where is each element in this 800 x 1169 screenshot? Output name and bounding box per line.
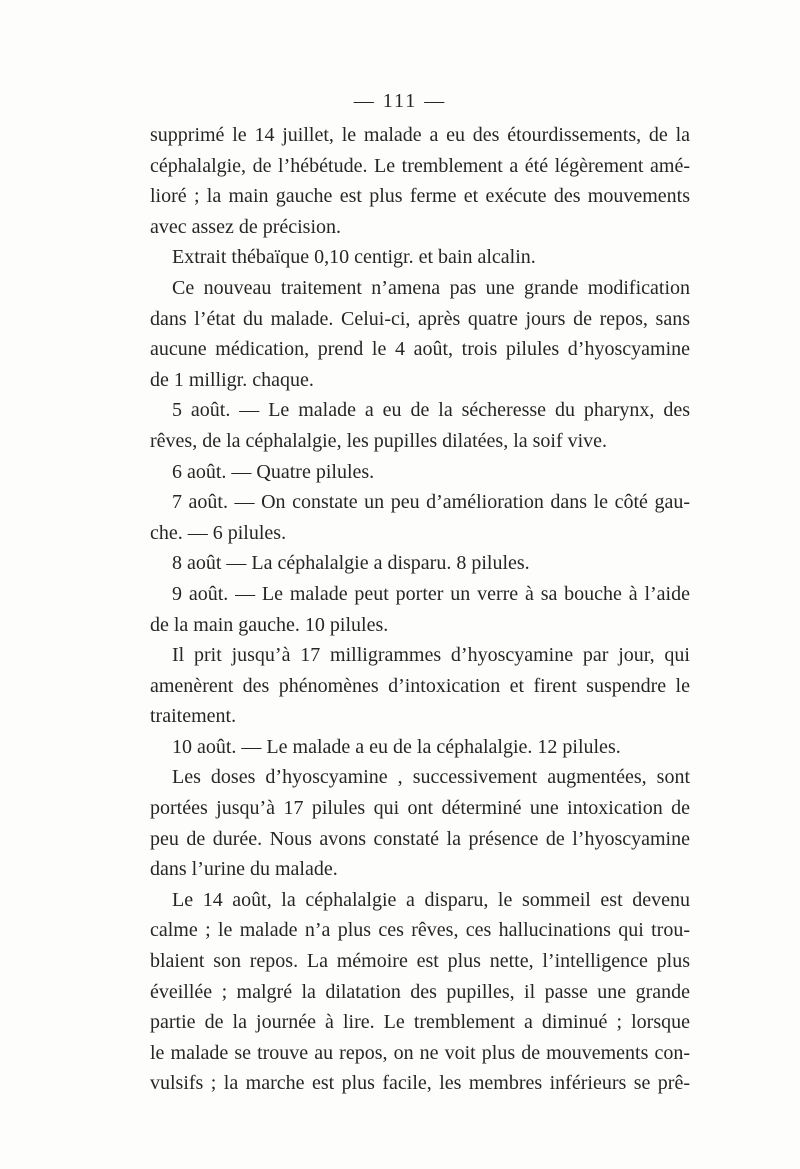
- text-line: che. — 6 pilules.: [150, 521, 287, 544]
- text-line: de la main gauche. 10 pilules.: [150, 613, 389, 636]
- text-line: 10 août. — Le malade a eu de la céphalalgie. 12 pilules.: [172, 735, 621, 758]
- text-line: Les doses d’hyoscyamine , successivement augmentées, sont: [172, 766, 690, 789]
- text-line: Extrait thébaïque 0,10 centigr. et bain alcalin.: [172, 246, 536, 269]
- body-text: [150, 120, 690, 1099]
- text-line: céphalalgie, de l’hébétude. Le tremblement a été légèrement amé-: [150, 154, 690, 177]
- text-line: 5 août. — Le malade a eu de la sécheresse du pharynx, des: [172, 399, 690, 422]
- text-line: avec assez de précision.: [150, 215, 342, 238]
- text-line: aucune médication, prend le 4 août, trois pilules d’hyoscyamine: [150, 338, 690, 361]
- text-line: blaient son repos. La mémoire est plus nette, l’intelligence plus: [150, 950, 690, 973]
- text-line: partie de la journée à lire. Le tremblement a diminué ; lorsque: [150, 1011, 690, 1034]
- text-line: 8 août — La céphalalgie a disparu. 8 pilules.: [172, 552, 530, 575]
- text-line: rêves, de la céphalalgie, les pupilles dilatées, la soif vive.: [150, 429, 608, 452]
- text-line: portées jusqu’à 17 pilules qui ont déterminé une intoxication de: [150, 797, 690, 820]
- text-line: 9 août. — Le malade peut porter un verre à sa bouche à l’aide: [172, 582, 690, 605]
- text-line: supprimé le 14 juillet, le malade a eu des étourdissements, de la: [150, 124, 690, 146]
- text-line: 6 août. — Quatre pilules.: [172, 460, 375, 483]
- text-line: peu de durée. Nous avons constaté la présence de l’hyoscyamine: [150, 827, 690, 850]
- text-line: Le 14 août, la céphalalgie a disparu, le sommeil est devenu: [172, 888, 690, 911]
- text-line: Il prit jusqu’à 17 milligrammes d’hyoscyamine par jour, qui: [172, 644, 690, 667]
- text-line: traitement.: [150, 705, 237, 728]
- text-line: amenèrent des phénomènes d’intoxication et firent suspendre le: [150, 674, 690, 697]
- text-line: éveillée ; malgré la dilatation des pupilles, il passe une grande: [150, 980, 690, 1003]
- page-number: — 111 —: [353, 90, 447, 112]
- text-line: de 1 milligr. chaque.: [150, 368, 314, 391]
- text-line: 7 août. — On constate un peu d’amélioration dans le côté gau-: [172, 491, 690, 514]
- text-line: dans l’urine du malade.: [150, 858, 338, 881]
- text-line: lioré ; la main gauche est plus ferme et exécute des mouvements: [150, 185, 690, 208]
- text-line: dans l’état du malade. Celui-ci, après quatre jours de repos, sans: [150, 307, 690, 330]
- text-line: calme ; le malade n’a plus ces rêves, ces hallucinations qui trou-: [150, 919, 690, 942]
- text-line: le malade se trouve au repos, on ne voit plus de mouvements con-: [150, 1041, 690, 1064]
- text-line: vulsifs ; la marche est plus facile, les membres inférieurs se prê-: [150, 1072, 690, 1095]
- text-line: Ce nouveau traitement n’amena pas une grande modification: [172, 276, 690, 299]
